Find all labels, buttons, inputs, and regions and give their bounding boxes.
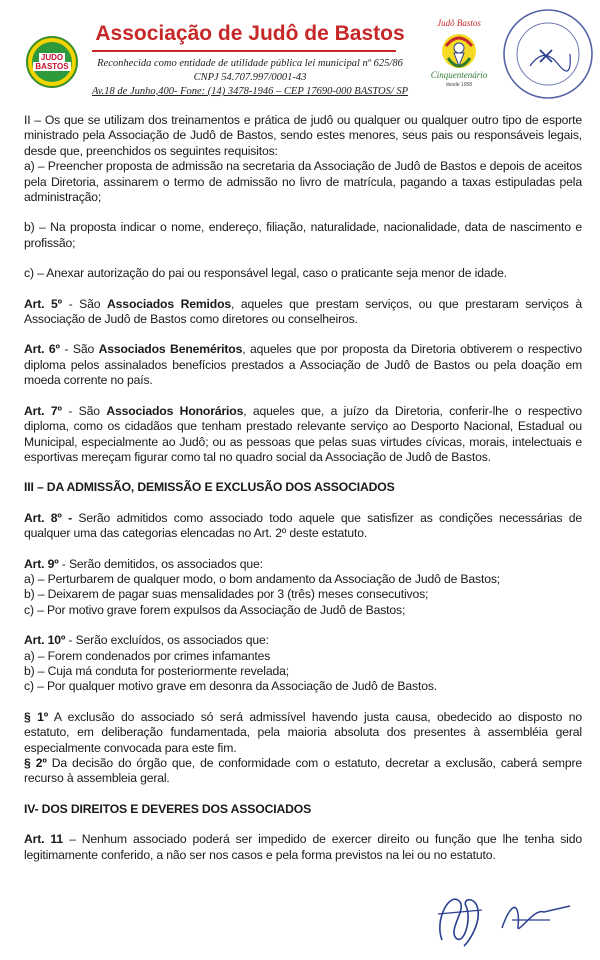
cnpj-line: CNPJ 54.707.997/0001-43: [193, 72, 307, 83]
article-10-b: b) – Cuja má conduta for posteriormente revelada;: [24, 663, 289, 678]
art11-label: Art. 11: [24, 832, 64, 847]
art10-label: Art. 10º: [24, 633, 66, 648]
art6-label: Art. 6º: [24, 342, 60, 357]
item-ii-text: II – Os que se utilizam dos treinamentos e prática de judô ou qualquer ou qualquer outro tipo de esporte ministrado pela Associação de Judô de Bastos, sendo estes menores, seus pais ou responsáveis legais, desde que, preenchidos os seguintes requisitos:: [24, 113, 582, 158]
article-9-a: a) – Perturbarem de qualquer modo, o bom andamento da Associação de Judô de Bastos;: [24, 571, 501, 586]
article-10: [24, 633, 582, 648]
item-c: c) – Anexar autorização do pai ou responsável legal, caso o praticante seja menor de idade.: [24, 266, 507, 281]
art6-term: Associados Beneméritos: [98, 342, 243, 357]
article-9-b: b) – Deixarem de pagar suas mensalidades por 3 (três) meses consecutivos;: [24, 587, 429, 602]
article-6: [24, 342, 582, 388]
art5-term: Associados Remidos: [107, 296, 232, 311]
art7-mid: - São: [61, 403, 107, 418]
item-ii: [24, 113, 582, 159]
art8-text: Serão admitidos como associado todo aquele que satisfizer as condições necessárias de qualquer uma das categorias elencadas no Art. 2º deste estatuto.: [24, 510, 582, 541]
cinquentenario-logo: [424, 18, 494, 94]
art8-label: Art. 8º -: [24, 510, 73, 525]
logo-text-bottom: BASTOS: [35, 62, 69, 71]
paragraph-2: [24, 756, 582, 787]
art5-mid: - São: [61, 296, 108, 311]
registry-stamp: [500, 6, 596, 102]
section-iv-heading: IV- DOS DIREITOS E DEVERES DOS ASSOCIADOS: [24, 801, 312, 816]
registry-stamp-seal-icon: [500, 6, 596, 102]
art7-label: Art. 7º: [24, 403, 62, 418]
organization-name: Associação de Judô de Bastos: [95, 22, 405, 45]
article-10-c: c) – Por qualquer motivo grave em desonra da Associação de Judô de Bastos.: [24, 679, 437, 694]
par1-label: § 1º: [24, 709, 49, 724]
handwritten-signatures-icon: [420, 880, 590, 955]
art9-text: - Serão demitidos, os associados que:: [58, 556, 263, 571]
par2-text: Da decisão do órgão que, de conformidade com o estatuto, decretar a exclusão, caberá sempre recurso à assembleia geral.: [24, 756, 583, 786]
cinquentenario-small-text: desde 1958: [445, 82, 473, 88]
item-a-text: Preencher proposta de admissão na secretaria da Associação de Judô de Bastos e depois de aceitos pela Diretoria, assinarem o termo de admissão no livro de matrícula, pagando a taxas estipuladas pela administração;: [24, 159, 582, 205]
item-a: [24, 159, 582, 205]
art7-text: , aqueles que, a juízo da Diretoria, conferir-lhe o respectivo diploma, como os cidadãos que tenham prestado relevante serviço ao Desporto Nacional, Estadual ou Municipal, especialmente ao Judô; ou as pessoas que pelas suas virtudes cívicas, morais, intelectuais e esportivas mereçam figurar como tal no quadro social da Associação de Judô de Bastos.: [24, 403, 582, 464]
article-9: [24, 557, 582, 572]
article-10-a: a) – Forem condenados por crimes infamantes: [24, 648, 271, 663]
recognition-line: Reconhecida como entidade de utilidade pública lei municipal nº 625/86: [97, 58, 403, 69]
art5-text: , aqueles que prestam serviços, ou que prestaram serviços à Associação de Judô de Bastos como diretores ou conselheiros.: [24, 296, 583, 327]
art9-label: Art. 9º: [24, 556, 59, 571]
art11-text: – Nenhum associado poderá ser impedido de exercer direito ou função que lhe tenha sido legitimamente conferido, a não ser nos casos e pela forma previstos na lei ou no estatuto.: [24, 832, 582, 862]
logo-inner-circle: [32, 42, 72, 82]
article-8: [24, 511, 582, 542]
art5-label: Art. 5º: [24, 296, 62, 311]
section-iii-heading: III – DA ADMISSÃO, DEMISSÃO E EXCLUSÃO DOS ASSOCIADOS: [24, 480, 395, 495]
art6-text: , aqueles que por proposta da Diretoria obtiverem o respectivo diploma pelos assinalados benefícios prestados a Associação de Judô de Bastos ou pela doação em moeda corrente no país.: [24, 342, 582, 388]
cinquentenario-top-text: Judô Bastos: [437, 18, 481, 28]
art6-mid: - São: [59, 342, 99, 357]
par1-text: A exclusão do associado só será admissível havendo justa causa, obedecido ao disposto no estatuto, em deliberação fundamentada, pela maioria absoluta dos presentes à assembléia geral especialmente convocada para este fim.: [24, 709, 582, 755]
article-9-c: c) – Por motivo grave forem expulsos da Associação de Judô de Bastos;: [24, 602, 406, 617]
judo-bastos-logo: [26, 36, 78, 88]
article-7: [24, 404, 582, 466]
par2-label: § 2º: [24, 756, 47, 770]
item-b: b) – Na proposta indicar o nome, endereço, filiação, naturalidade, nacionalidade, data de nascimento e profissão;: [24, 220, 582, 250]
signatures: [420, 880, 590, 955]
art10-text: - Serão excluídos, os associados que:: [65, 633, 269, 648]
art7-term: Associados Honorários: [106, 403, 244, 418]
address-line: Av.18 de Junho,400- Fone: (14) 3478-1946 – CEP 17690-000 BASTOS/ SP: [91, 86, 409, 97]
item-a-prefix: a) –: [24, 159, 48, 174]
letterhead: [0, 0, 600, 108]
paragraph-1: [24, 710, 582, 756]
cinquentenario-bottom-text: Cinquentenário: [430, 70, 488, 80]
article-11: [24, 832, 582, 863]
article-5: [24, 297, 582, 328]
document-body: [24, 113, 582, 863]
title-underline: [92, 50, 396, 52]
logo-text-top: JUDO: [40, 53, 64, 62]
